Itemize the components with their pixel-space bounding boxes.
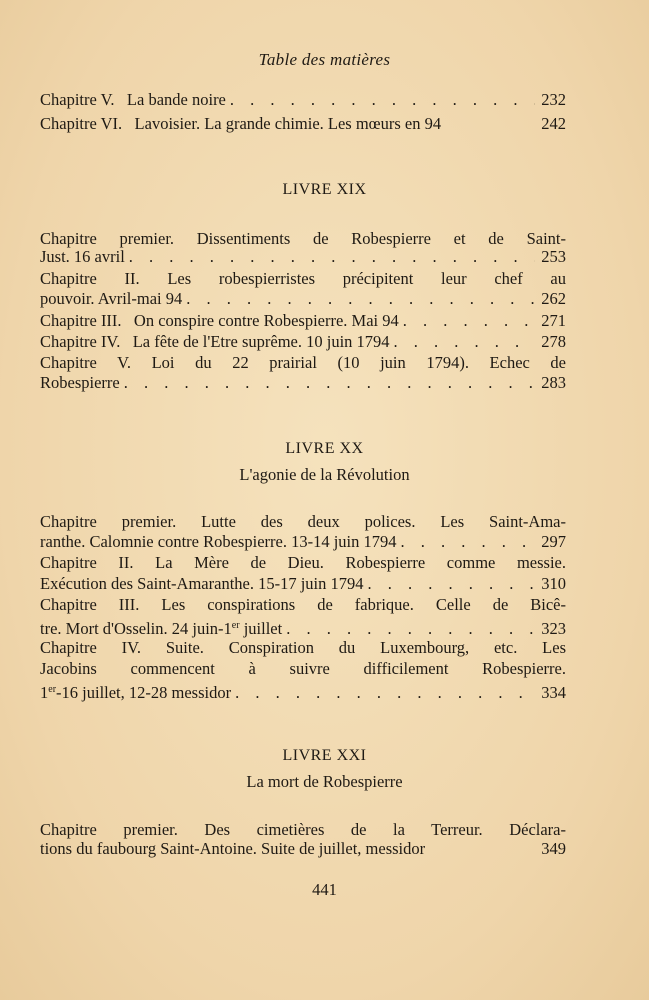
book-heading: LIVRE XXI (282, 747, 367, 764)
toc-entry (40, 113, 566, 134)
toc-entry (40, 89, 566, 110)
toc-entry (40, 331, 566, 352)
dot-leader (401, 531, 536, 552)
dot-leader (394, 331, 536, 352)
toc-entry (40, 573, 566, 594)
entry-title: Chapitre IV. La fête de l'Etre suprême. 10 juin 1794 (40, 332, 390, 351)
dot-leader (124, 372, 536, 393)
entry-title: Exécution des Saint-Amaranthe. 15-17 juin 1794 (40, 574, 364, 593)
entry-text: juillet (239, 619, 283, 638)
entry-line: Chapitre II. Les robespierristes précipitent leur chef au (40, 269, 566, 288)
page-number: 310 (541, 574, 566, 593)
toc-entry (40, 615, 566, 636)
entry-title: ranthe. Calomnie contre Robespierre. 13-14 juin 1794 (40, 532, 397, 551)
entry-title (40, 679, 231, 703)
dot-leader (368, 573, 536, 594)
entry-line: Chapitre premier. Des cimetières de la Terreur. Déclara- (40, 820, 566, 839)
toc-entry (40, 246, 566, 267)
entry-line: Chapitre premier. Dissentiments de Robespierre et de Saint- (40, 229, 566, 248)
running-head: Table des matières (258, 50, 391, 69)
toc-entry (40, 531, 566, 552)
dot-leader (230, 89, 535, 110)
toc-entry (40, 679, 566, 700)
page-number: 334 (541, 683, 566, 702)
page-number: 323 (541, 619, 566, 638)
toc-entry (40, 288, 566, 309)
dot-leader (186, 288, 535, 309)
page-number: 297 (541, 532, 566, 551)
page-number: 253 (541, 247, 566, 266)
page-number: 283 (541, 373, 566, 392)
dot-leader (403, 310, 535, 331)
book-heading: LIVRE XIX (282, 181, 367, 198)
superscript: er (48, 684, 57, 695)
entry-title: Just. 16 avril (40, 247, 125, 266)
entry-line: Chapitre II. La Mère de Dieu. Robespierre comme messie. (40, 553, 566, 572)
page-number: 271 (541, 311, 566, 330)
entry-title: Chapitre VI. Lavoisier. La grande chimie. Les mœurs en 94 (40, 114, 442, 133)
entry-line: Chapitre III. Les conspirations de fabrique. Celle de Bicê- (40, 595, 566, 614)
toc-entry (40, 838, 566, 859)
entry-text: tre. Mort d'Osselin. 24 juin-1 (40, 619, 232, 638)
superscript: er (231, 620, 240, 631)
page-number: 232 (541, 90, 566, 109)
entry-line: Chapitre premier. Lutte des deux polices. Les Saint-Ama- (40, 512, 566, 531)
book-subtitle: La mort de Robespierre (246, 772, 403, 791)
page-number: 262 (541, 289, 566, 308)
book-heading: LIVRE XX (285, 440, 364, 457)
entry-text: -16 juillet, 12-28 messidor (56, 683, 232, 702)
toc-entry (40, 310, 566, 331)
page-number: 278 (541, 332, 566, 351)
dot-leader (129, 246, 535, 267)
dot-leader (286, 618, 535, 639)
entry-title: tions du faubourg Saint-Antoine. Suite de juillet, messidor (40, 839, 426, 858)
dot-leader (235, 682, 535, 703)
page-number: 349 (541, 839, 566, 858)
entry-line: Jacobins commencent à suivre difficilement Robespierre. (40, 659, 566, 678)
entry-text: 1 (40, 683, 49, 702)
entry-title: Robespierre (40, 373, 120, 392)
entry-title: Chapitre V. La bande noire (40, 90, 226, 109)
toc-entry (40, 372, 566, 393)
entry-title (40, 615, 282, 639)
page-number: 242 (541, 114, 566, 133)
entry-line: Chapitre V. Loi du 22 prairial (10 juin 1794). Echec de (40, 353, 566, 372)
book-subtitle: L'agonie de la Révolution (239, 465, 410, 484)
entry-title: Chapitre III. On conspire contre Robespierre. Mai 94 (40, 311, 399, 330)
page-folio: 441 (312, 880, 337, 899)
entry-title: pouvoir. Avril-mai 94 (40, 289, 183, 308)
entry-line: Chapitre IV. Suite. Conspiration du Luxembourg, etc. Les (40, 638, 566, 657)
